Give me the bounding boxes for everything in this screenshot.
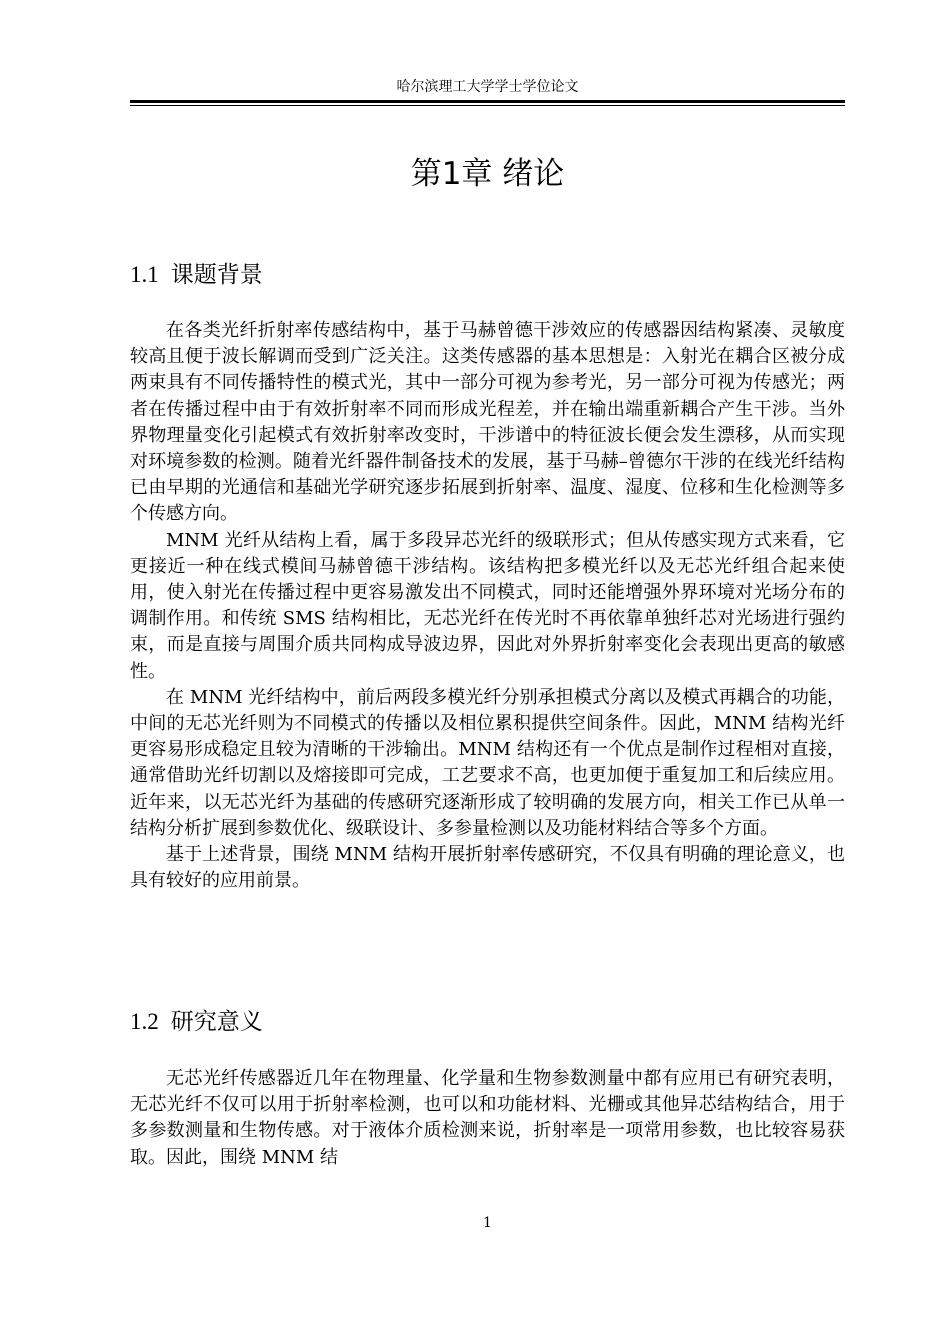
paragraph: 在 MNM 光纤结构中，前后两段多模光纤分别承担模式分离以及模式再耦合的功能，中间的无芯光纤则为不同模式的传播以及相位累积提供空间条件。因此，MNM 结构光纤更容易形成稳定且较为清晰的干涉输出。MNM 结构还有一个优点是制作过程相对直接，通常借助光纤切割以及熔接即可完成，工艺要求不高，也更加便于重复加工和后续应用。近年来，以无芯光纤为基础的传感研究逐渐形成了较明确的发展方向，相关工作已从单一结构分析扩展到参数优化、级联设计、多参量检测以及功能材料结合等多个方面。 [130, 686, 845, 839]
header-rule-thin [130, 105, 845, 106]
running-header: 哈尔滨理工大学学士学位论文 [396, 79, 579, 95]
page-number: 1 [483, 1215, 492, 1231]
paragraph: 基于上述背景，围绕 MNM 结构开展折射率传感研究，不仅具有明确的理论意义，也具有较好的应用前景。 [130, 844, 845, 892]
section-heading-1-1 [130, 259, 845, 291]
chapter-title: 第1章 绪论 [410, 156, 565, 192]
header-rule-thick [130, 100, 845, 103]
paragraph: 在各类光纤折射率传感结构中，基于马赫曾德干涉效应的传感器因结构紧凑、灵敏度较高且便于波长解调而受到广泛关注。这类传感器的基本思想是：入射光在耦合区被分成两束具有不同传播特性的模式光，其中一部分可视为参考光，另一部分可视为传感光；两者在传播过程中由于有效折射率不同而形成光程差，并在输出端重新耦合产生干涉。当外界物理量变化引起模式有效折射率改变时，干涉谱中的特征波长便会发生漂移，从而实现对环境参数的检测。随着光纤器件制备技术的发展，基于马赫–曾德尔干涉的在线光纤结构已由早期的光通信和基础光学研究逐步拓展到折射率、温度、湿度、位移和生化检测等多个传感方向。 [130, 320, 845, 525]
section-body-1-1 [130, 318, 845, 894]
section-number: 1.2 [130, 1009, 159, 1034]
section-heading-1-2 [130, 1006, 845, 1038]
section-number: 1.1 [130, 262, 159, 287]
section-title-text: 课题背景 [170, 262, 263, 288]
section-title-text: 研究意义 [170, 1009, 263, 1035]
section-body-1-2 [130, 1066, 845, 1171]
paragraph: 无芯光纤传感器近几年在物理量、化学量和生物参数测量中都有应用已有研究表明，无芯光纤不仅可以用于折射率检测，也可以和功能材料、光栅或其他异芯结构结合，用于多参数测量和生物传感。对于液体介质检测来说，折射率是一项常用参数，也比较容易获取。因此，围绕 MNM 结 [130, 1068, 845, 1168]
paragraph: MNM 光纤从结构上看，属于多段异芯光纤的级联形式；但从传感实现方式来看，它更接近一种在线式模间马赫曾德干涉结构。该结构把多模光纤以及无芯光纤组合起来使用，使入射光在传播过程中更容易激发出不同模式，同时还能增强外界环境对光场分布的调制作用。和传统 SMS 结构相比，无芯光纤在传光时不再依靠单独纤芯对光场进行强约束，而是直接与周围介质共同构成导波边界，因此对外界折射率变化会表现出更高的敏感性。 [130, 529, 845, 682]
